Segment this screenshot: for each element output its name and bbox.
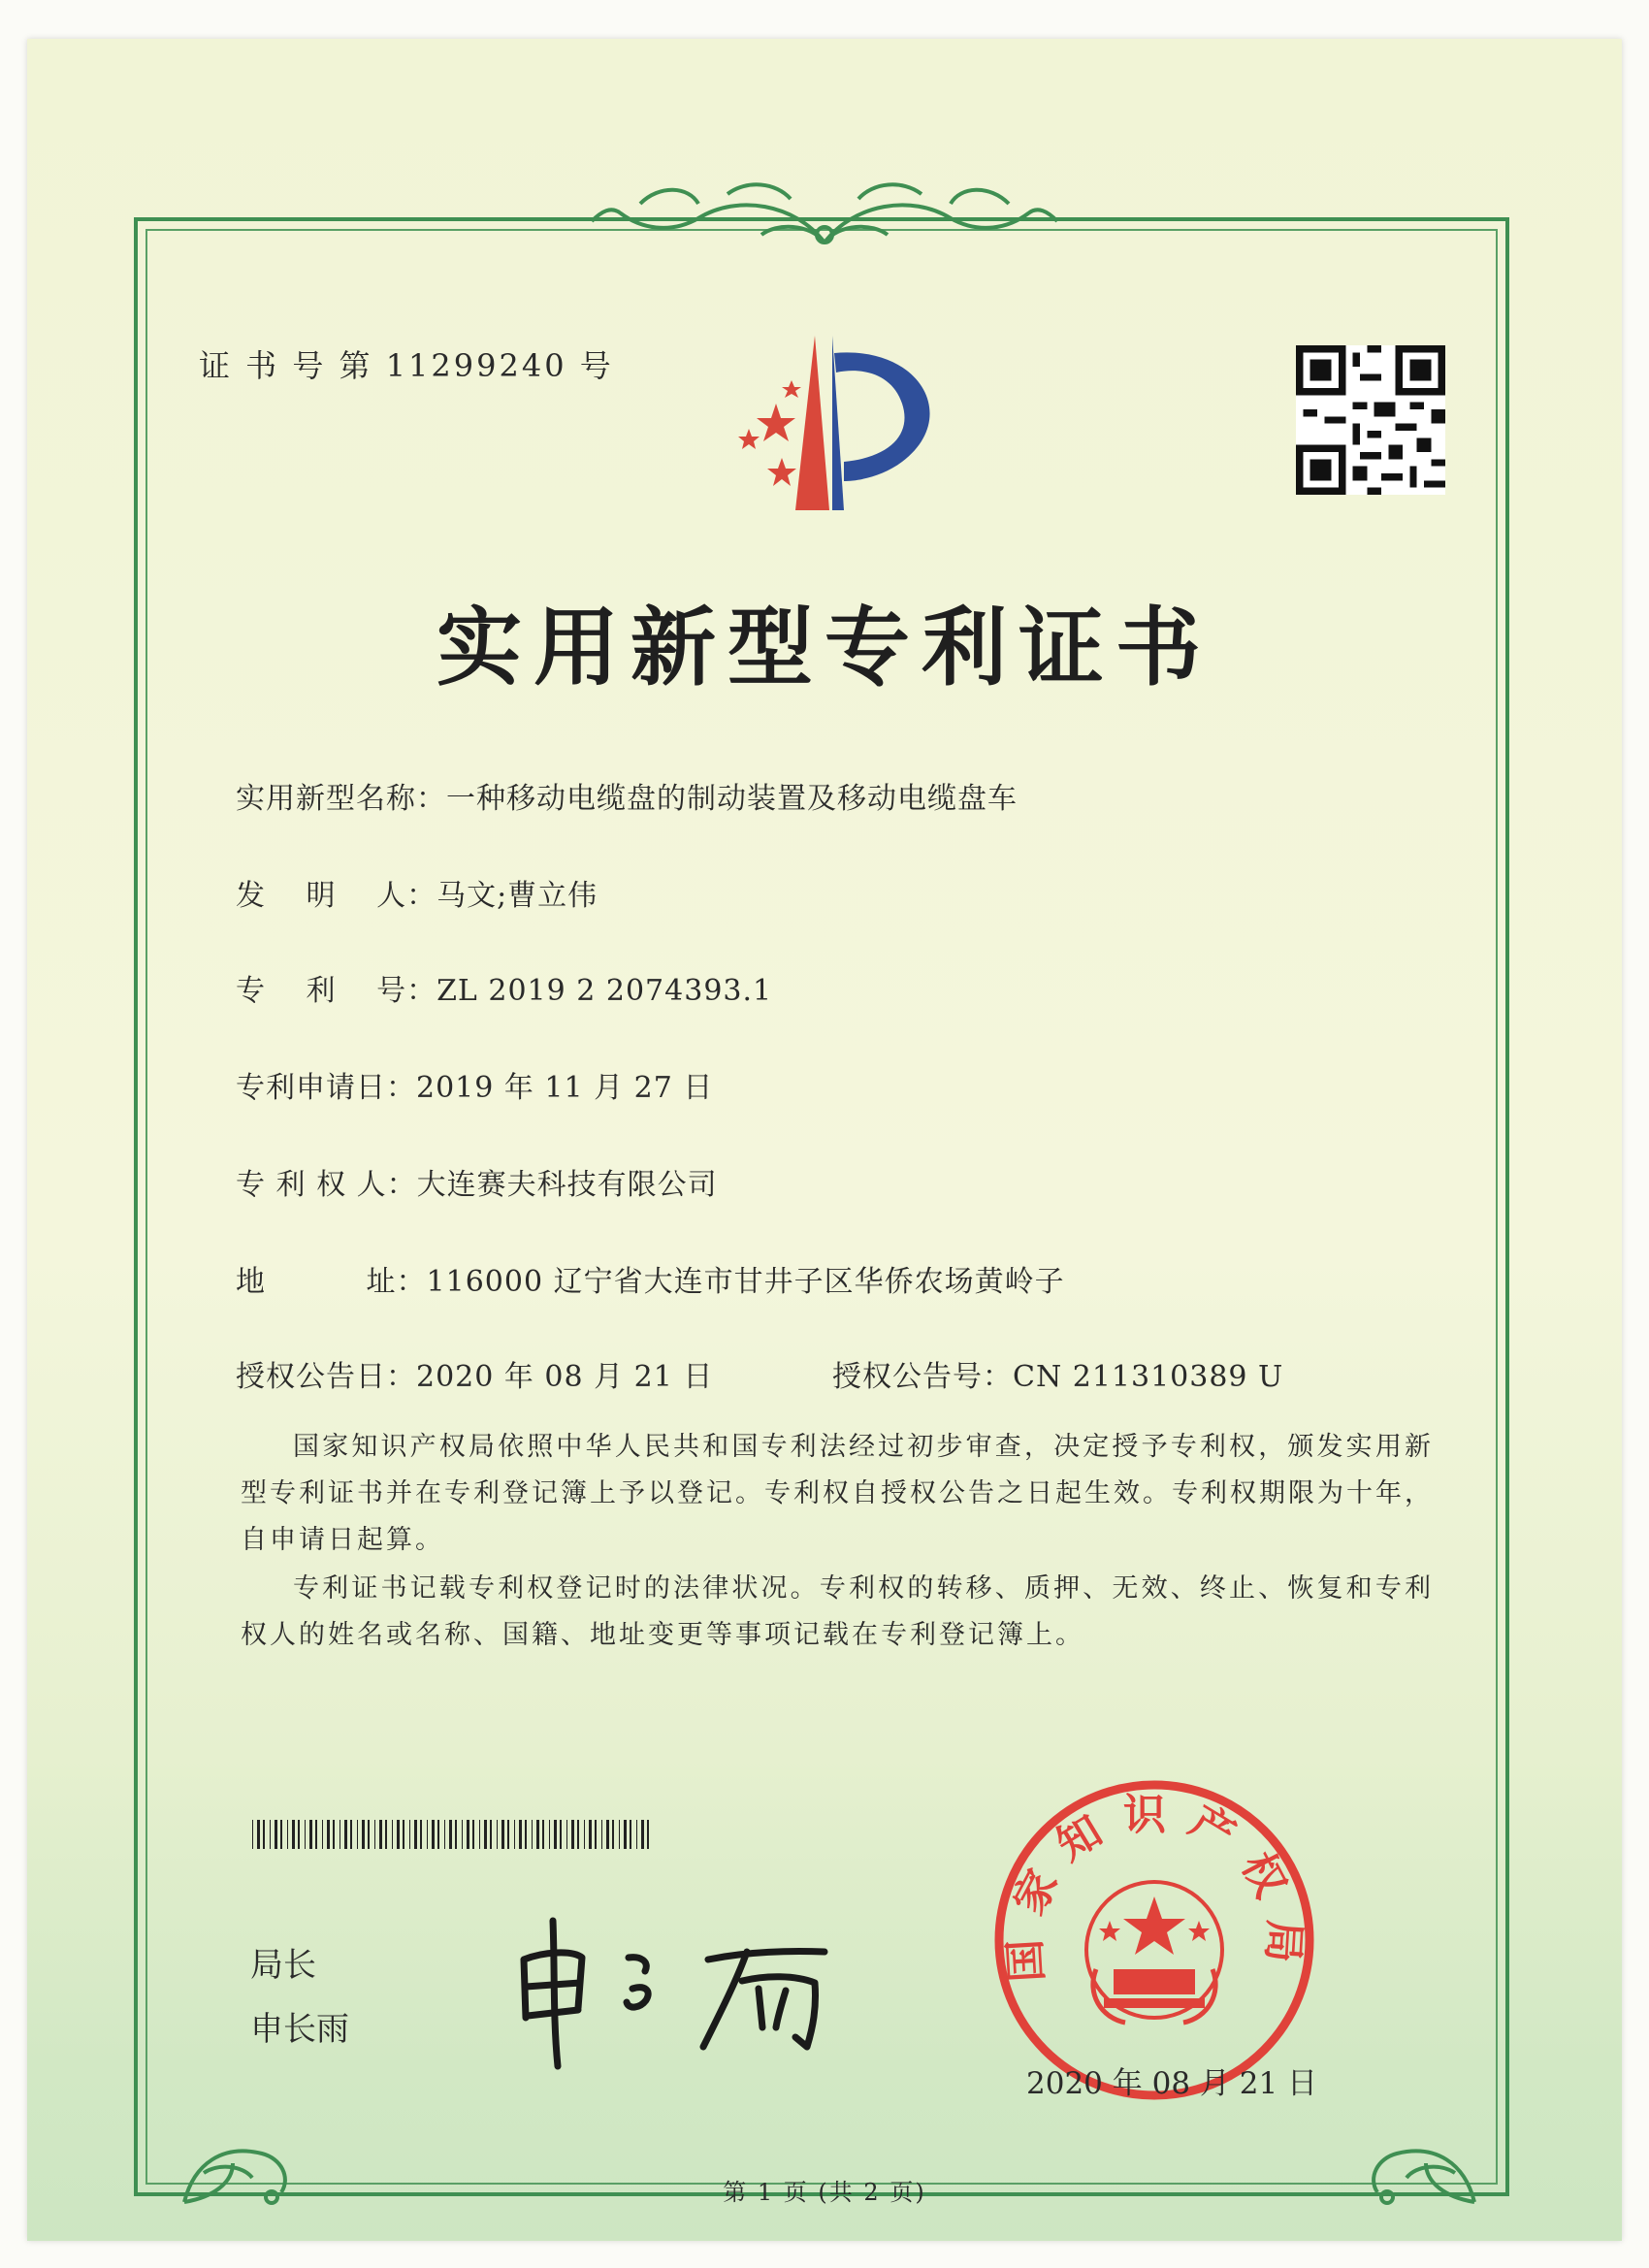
field-announcement-number [832,1352,1283,1395]
seal-text: 国家知识产权局 [999,1790,1310,1984]
certificate-number: 证 书 号 第 11299240 号 [199,347,614,384]
field-patent-number [236,966,772,1009]
field-label: 专 利 权 人： [236,1168,417,1202]
field-announcement-date [236,1352,713,1395]
field-value: 马文;曹立伟 [436,879,598,913]
field-label: 发 明 人： [236,879,437,913]
official-seal-icon [989,1775,1319,2105]
field-label: 授权公告号： [832,1360,1013,1394]
field-inventor [236,871,598,914]
field-value: 一种移动电缆盘的制动装置及移动电缆盘车 [446,782,1018,816]
field-patentee [236,1160,718,1203]
field-label: 专利申请日： [236,1071,416,1105]
signatory-name: 申长雨 [250,2010,349,2049]
signatory-title: 局长 [250,1946,316,1985]
barcode-icon [252,1820,650,1849]
certificate-title: 实用新型专利证书 [436,597,1212,697]
statement-paragraph-1: 国家知识产权局依照中华人民共和国专利法经过初步审查，决定授予专利权，颁发实用新型专利证书并在专利登记簿上予以登记。专利权自授权公告之日起生效。专利权期限为十年，自申请日起算。 [241,1432,1434,1555]
field-value: 2019 年 11 月 27 日 [416,1071,714,1105]
patent-office-logo-icon [698,326,951,520]
signature-icon [504,1901,854,2076]
top-ornament-icon [582,175,1067,258]
field-label: 地 址： [236,1265,427,1299]
statement-paragraph-2: 专利证书记载专利权登记时的法律状况。专利权的转移、质押、无效、终止、恢复和专利权人的姓名或名称、国籍、地址变更等事项记载在专利登记簿上。 [241,1573,1434,1650]
qr-code-icon [1296,345,1445,495]
field-label: 专 利 号： [236,974,437,1008]
field-label: 授权公告日： [236,1360,416,1394]
field-value: 2020 年 08 月 21 日 [416,1360,714,1394]
field-value: 116000 辽宁省大连市甘井子区华侨农场黄岭子 [426,1265,1065,1299]
svg-text:国家知识产权局 [999,1791,1309,1984]
field-value: ZL 2019 2 2074393.1 [436,974,773,1008]
field-utility-model-name [236,774,1018,817]
field-label: 实用新型名称： [236,782,446,816]
field-value: CN 211310389 U [1013,1360,1284,1394]
field-address [236,1257,1065,1300]
page-number: 第 1 页 (共 2 页) [723,2179,926,2206]
field-value: 大连赛夫科技有限公司 [416,1168,718,1202]
seal-date: 2020 年 08 月 21 日 [1026,2066,1318,2101]
field-application-date [236,1063,713,1106]
